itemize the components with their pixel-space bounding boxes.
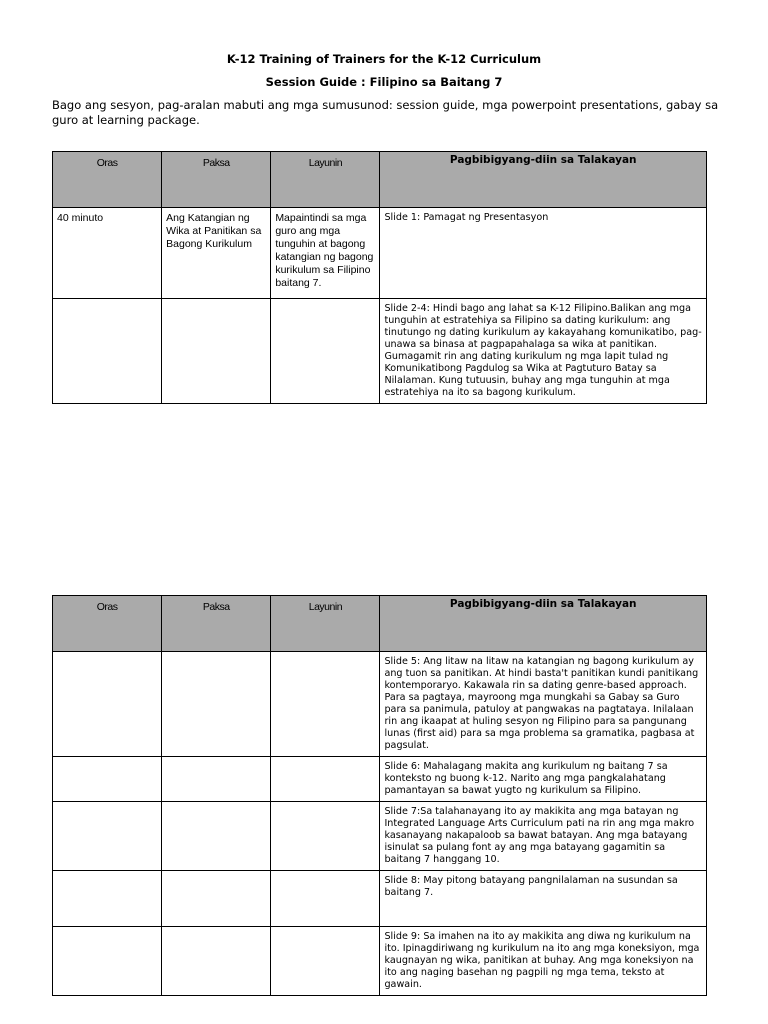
document-title: K-12 Training of Trainers for the K-12 Curriculum xyxy=(226,52,542,66)
cell-talakayan-text: Slide 1: Pamagat ng Presentasyon xyxy=(384,212,549,223)
header-layunin-label: Layunin xyxy=(308,601,343,613)
cell-talakayan xyxy=(380,927,707,996)
cell-oras xyxy=(53,927,162,996)
cell-paksa xyxy=(162,927,271,996)
session-table-1 xyxy=(52,151,707,404)
cell-oras xyxy=(53,802,162,871)
cell-paksa-text xyxy=(162,299,270,307)
cell-layunin xyxy=(271,871,380,927)
header-paksa xyxy=(162,596,271,652)
cell-talakayan-text: Slide 8: May pitong batayang pangnilalaman na susundan sa baitang 7. xyxy=(384,875,678,898)
cell-talakayan xyxy=(380,299,707,404)
cell-layunin xyxy=(271,652,380,757)
cell-talakayan xyxy=(380,652,707,757)
table-header-row xyxy=(53,596,707,652)
cell-talakayan-text: Slide 5: Ang litaw na litaw na katangian ng bagong kurikulum ay ang tuon sa panitikan. At hindi basta't panitikan kundi panitikang kontemporaryo. Kakawala rin sa dating genre-based approach. Para sa pagtaya, mayroong mga mungkahi sa Gabay sa Guro para sa panimula, patuloy at pangwakas na pagtataya. Inilalaan rin ang ikaapat at huling sesyon ng Filipino para sa pangunang lunas (first aid) para sa mga problema sa gramatika, pagbasa at pagsulat. xyxy=(384,656,699,751)
cell-paksa xyxy=(162,757,271,802)
cell-layunin xyxy=(271,757,380,802)
intro-paragraph: Bago ang sesyon, pag-aralan mabuti ang mga sumusunod: session guide, mga powerpoint presentations, gabay sa guro at learning package. xyxy=(52,98,719,127)
cell-layunin-text: Mapaintindi sa mga guro ang mga tunguhin at bagong katangian ng bagong kurikulum sa Filipino baitang 7. xyxy=(275,212,374,289)
header-pagbibigyang-diin-label: Pagbibigyang-diin sa Talakayan xyxy=(449,154,637,166)
cell-layunin xyxy=(271,299,380,404)
cell-paksa xyxy=(162,802,271,871)
header-pagbibigyang-diin xyxy=(380,152,707,208)
table-row xyxy=(53,652,707,757)
cell-talakayan xyxy=(380,208,707,299)
session-table-2 xyxy=(52,595,707,996)
header-paksa-label: Paksa xyxy=(202,601,230,613)
header-paksa xyxy=(162,152,271,208)
header-pagbibigyang-diin-label: Pagbibigyang-diin sa Talakayan xyxy=(449,598,637,610)
cell-oras xyxy=(53,652,162,757)
cell-paksa xyxy=(162,299,271,404)
header-layunin-label: Layunin xyxy=(308,157,343,169)
header-pagbibigyang-diin xyxy=(380,596,707,652)
cell-talakayan xyxy=(380,802,707,871)
table-row xyxy=(53,871,707,927)
cell-talakayan xyxy=(380,757,707,802)
cell-oras xyxy=(53,871,162,927)
cell-paksa xyxy=(162,871,271,927)
cell-layunin xyxy=(271,208,380,299)
cell-talakayan-text: Slide 6: Mahalagang makita ang kurikulum ng baitang 7 sa konteksto ng buong k-12. Narito ang mga pangkalahatang pamantayan sa bawat yugto ng kurikulum sa Filipino. xyxy=(384,761,668,796)
cell-paksa xyxy=(162,652,271,757)
header-oras xyxy=(53,152,162,208)
cell-oras-text: 40 minuto xyxy=(57,212,104,224)
header-layunin xyxy=(271,596,380,652)
table-row xyxy=(53,757,707,802)
header-oras-label: Oras xyxy=(96,601,118,613)
cell-oras-text xyxy=(53,299,161,307)
cell-oras xyxy=(53,757,162,802)
table-row xyxy=(53,299,707,404)
cell-paksa-text: Ang Katangian ng Wika at Panitikan sa Bagong Kurikulum xyxy=(166,212,262,250)
cell-oras xyxy=(53,299,162,404)
header-paksa-label: Paksa xyxy=(202,157,230,169)
cell-layunin xyxy=(271,927,380,996)
cell-layunin xyxy=(271,802,380,871)
table-header-row xyxy=(53,152,707,208)
table-row xyxy=(53,208,707,299)
cell-talakayan xyxy=(380,871,707,927)
header-layunin xyxy=(271,152,380,208)
document-subtitle: Session Guide : Filipino sa Baitang 7 xyxy=(265,75,503,89)
cell-talakayan-text: Slide 2-4: Hindi bago ang lahat sa K-12 Filipino.Balikan ang mga tunguhin at estratehiya sa Filipino sa dating kurikulum: ang tinutungo ng dating kurikulum ay kakayahang komunikatibo, pag-unawa sa binasa at pagpapahalaga sa wika at panitikan. Gumagamit rin ang dating kurikulum ng mga lapit tulad ng Komunikatibong Pagdulog sa Wika at Pagtuturo Batay sa Nilalaman. Kung tutuusin, buhay ang mga tunguhin at mga estratehiya na ito sa bagong kurikulum. xyxy=(384,303,702,398)
cell-talakayan-text: Slide 7:Sa talahanayang ito ay makikita ang mga batayan ng Integrated Language Arts Curriculum pati na rin ang mga makro kasanayang nakapaloob sa bawat batayan. Ang mga batayang isinulat sa pulang font ay ang mga batayang gagamitin sa baitang 7 hanggang 10. xyxy=(384,806,695,865)
table-row xyxy=(53,802,707,871)
cell-talakayan-text: Slide 9: Sa imahen na ito ay makikita ang diwa ng kurikulum na ito. Ipinagdiriwang ng kurikulum na ito ang mga koneksiyon, mga kaugnayan ng wika, panitikan at buhay. Ang mga koneksiyon na ito ang naging basehan ng pagpili ng mga tema, teksto at gawain. xyxy=(384,931,700,990)
cell-layunin-text xyxy=(271,299,379,307)
cell-oras xyxy=(53,208,162,299)
header-oras xyxy=(53,596,162,652)
header-oras-label: Oras xyxy=(96,157,118,169)
table-row xyxy=(53,927,707,996)
cell-paksa xyxy=(162,208,271,299)
